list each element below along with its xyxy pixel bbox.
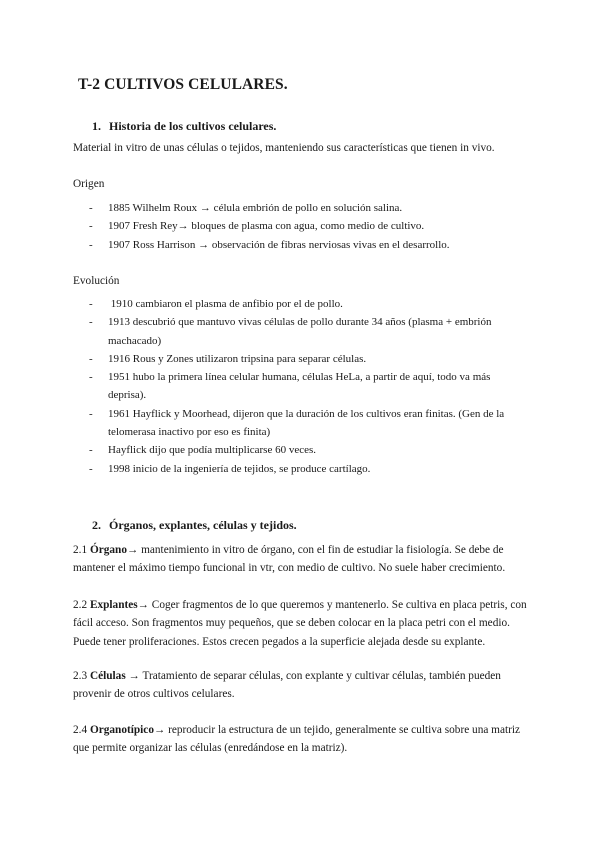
section-2-title: Órganos, explantes, células y tejidos. — [109, 518, 297, 532]
explantes-paragraph: 2.2 Explantes→ Coger fragmentos de lo que queremos y mantenerlo. Se cultiva en placa petris, con fácil acceso. Son fragmentos muy pequeños, que se deben colocar en la placa petri con el medio. Puede tener proliferaciones. Estos crecen pegados a la superficie alejada desde su explante. — [73, 599, 527, 648]
celulas-paragraph: 2.3 Células → Tratamiento de separar células, con explante y cultivar células, también pueden provenir de otros cultivos celulares. — [73, 670, 501, 701]
list-item: - 1910 cambiaron el plasma de anfibio por el de pollo. — [89, 295, 529, 313]
bullet-dash: - — [89, 316, 93, 329]
evolucion-label: Evolución — [73, 275, 120, 287]
section-2-heading — [92, 518, 297, 533]
list-item: - 1916 Rous y Zones utilizaron tripsina para separar células. — [89, 350, 529, 368]
bullet-dash: - — [89, 407, 93, 420]
organotipico-paragraph: 2.4 Organotípico→ reproducir la estructura de un tejido, generalmente se cultiva sobre una matriz que permite organizar las células (enredándose en la matriz). — [73, 724, 521, 755]
bullet-dash: - — [89, 444, 93, 457]
section-1-title: Historia de los cultivos celulares. — [109, 119, 277, 133]
list-item: - 1907 Ross Harrison → observación de fibras nerviosas vivas en el desarrollo. — [89, 236, 529, 254]
section-1-intro: Material in vitro de unas células o tejidos, manteniendo sus características que tienen in vivo. — [73, 142, 495, 154]
section-1-number: 1. — [92, 119, 101, 133]
list-item: - 1998 inicio de la ingeniería de tejidos, se produce cartílago. — [89, 460, 529, 478]
section-2-number: 2. — [92, 518, 101, 532]
list-item: - 1951 hubo la primera línea celular humana, células HeLa, a partir de aquí, todo va más deprisa). — [89, 368, 529, 405]
page-title: T-2 CULTIVOS CELULARES. — [78, 76, 288, 93]
bullet-dash: - — [89, 202, 93, 214]
evolucion-list — [89, 295, 529, 478]
bullet-dash: - — [89, 371, 93, 384]
origen-list — [89, 199, 529, 254]
organo-paragraph: 2.1 Órgano→ mantenimiento in vitro de órgano, con el fin de estudiar la fisiología. Se debe de mantener el máximo tiempo funcional in vtr, con medio de cultivo. No suele haber crecimiento. — [73, 544, 506, 575]
list-item: - Hayflick dijo que podía multiplicarse 60 veces. — [89, 441, 529, 459]
bullet-dash: - — [89, 238, 93, 251]
organo-term: Órgano — [89, 544, 127, 556]
bullet-dash: - — [89, 462, 93, 475]
celulas-term: Células — [89, 670, 126, 682]
bullet-dash: - — [89, 352, 93, 365]
list-item: - 1885 Wilhelm Roux → célula embrión de pollo en solución salina. — [89, 199, 529, 217]
origen-label: Origen — [73, 178, 105, 190]
explantes-term: Explantes — [89, 599, 138, 611]
section-1-heading — [92, 119, 276, 134]
list-item: - 1907 Fresh Rey→ bloques de plasma con agua, como medio de cultivo. — [89, 217, 529, 235]
list-item: - 1961 Hayflick y Moorhead, dijeron que la duración de los cultivos eran finitas. (Gen de la telomerasa inactivo por eso es finita) — [89, 405, 529, 442]
bullet-dash: - — [89, 298, 93, 310]
list-item: - 1913 descubrió que mantuvo vivas células de pollo durante 34 años (plasma + embrión machacado) — [89, 313, 529, 350]
organotipico-term: Organotípico — [89, 724, 154, 736]
bullet-dash: - — [89, 220, 93, 233]
